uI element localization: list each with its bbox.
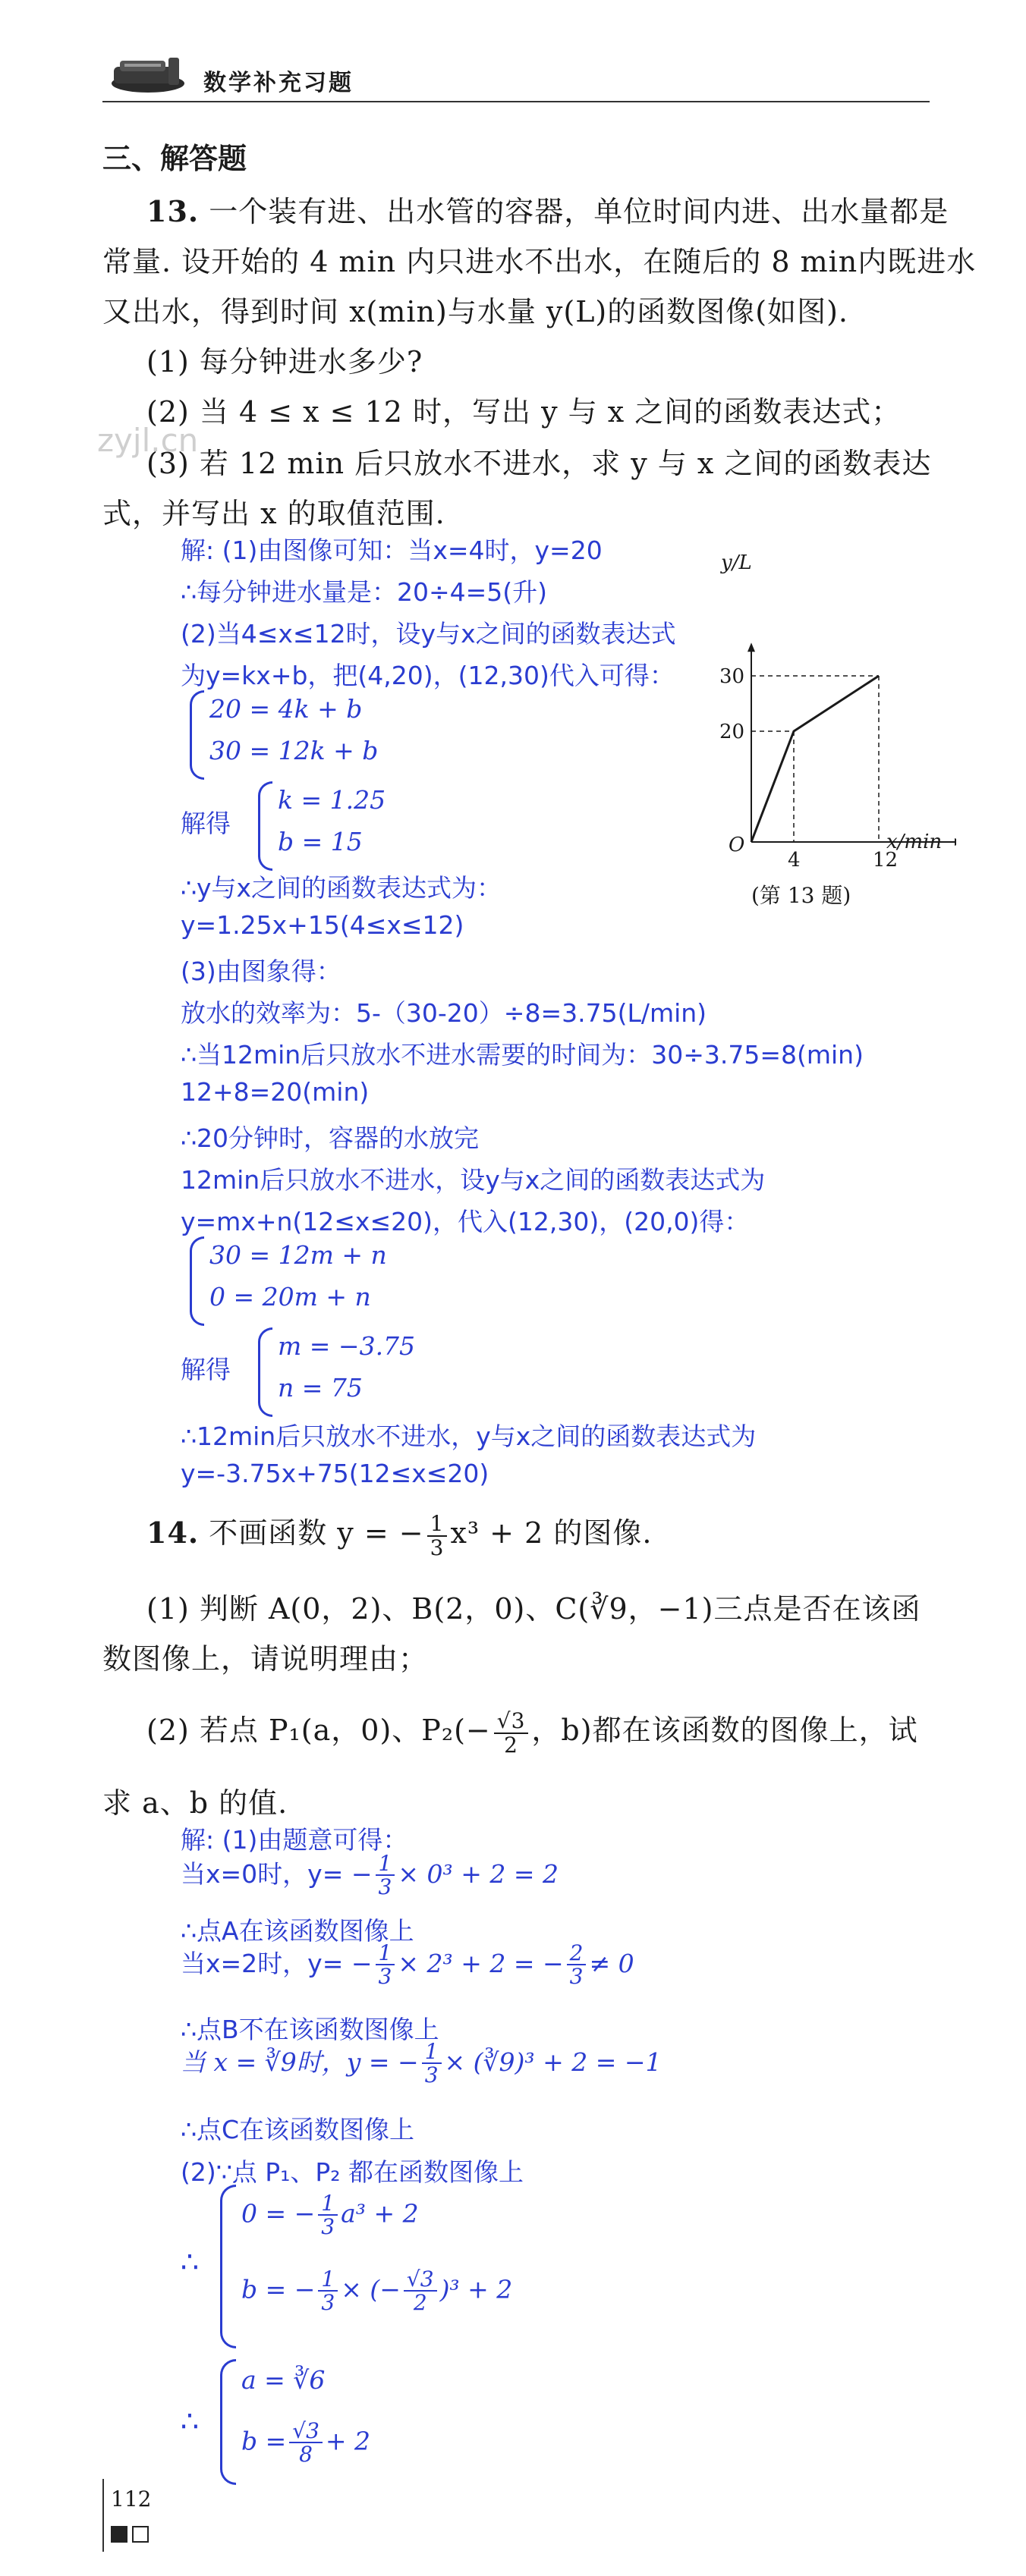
q14-sub2-paren-a: (−	[454, 1714, 491, 1747]
a14-l4	[181, 1942, 634, 1988]
a13-l4: 为y=kx+b，把(4,20)，(12,30)代入可得：	[181, 661, 675, 690]
a13-sol2-brace	[258, 1327, 272, 1417]
a14-sys4b-frac-num: √3	[289, 2420, 323, 2443]
a13-sys1-brace	[190, 690, 204, 780]
q14-sub2-frac-num: √3	[494, 1710, 529, 1733]
a14-sys3a	[241, 2192, 419, 2238]
q14-sub2-text-a: (2) 若点 P₁(a，0)、P₂	[146, 1714, 455, 1747]
a14-sys4a: a = ∛6	[241, 2365, 326, 2395]
a13-l3: (2)当4≤x≤12时，设y与x之间的函数表达式	[181, 619, 676, 649]
a13-sol1-brace	[258, 781, 272, 871]
a14-sys3b-frac2	[404, 2268, 437, 2314]
a14-l2b: −	[351, 1858, 373, 1889]
q14-stem-frac	[427, 1513, 448, 1559]
a13-l12: 12min后只放水不进水，设y与x之间的函数表达式为	[181, 1165, 766, 1195]
a14-l2a: 当x=0时，y=	[181, 1858, 344, 1889]
a13-l14: ∴12min后只放水不进水，y与x之间的函数表达式为	[181, 1422, 757, 1451]
chart-y-tick-20: 20	[719, 721, 745, 743]
a14-l4a: 当x=2时，y=	[181, 1948, 344, 1978]
a14-l6	[181, 2040, 662, 2087]
a13-l1: 解: (1)由图像可知：当x=4时，y=20	[181, 536, 603, 565]
q14-sub1b: 数图像上，请说明理由；	[102, 1642, 429, 1676]
a14-l2-frac	[376, 1852, 395, 1899]
a14-sys3b-frac2-num: √3	[404, 2268, 437, 2292]
chart-ylabel: y/L	[721, 551, 752, 574]
a13-solve1-label: 解得	[181, 809, 231, 838]
a13-sys2-brace	[190, 1236, 204, 1326]
a14-sys3a-frac-den: 3	[321, 2214, 335, 2240]
a13-sys2a: 30 = 12m + n	[209, 1240, 387, 1270]
a14-l6-frac-num: 1	[422, 2040, 442, 2064]
q14-sub2a	[146, 1707, 918, 1756]
q14-stem	[146, 1509, 652, 1559]
a13-sol2a: m = −3.75	[278, 1331, 416, 1361]
q13-line2: 常量. 设开始的 4 min 内只进水不出水，在随后的 8 min内既进水	[102, 245, 977, 278]
a14-sys3b	[241, 2268, 512, 2314]
q14-sub2-frac	[494, 1710, 529, 1756]
a14-therefore-1: ∴	[181, 2245, 200, 2279]
a13-sol1b: b = 15	[278, 827, 363, 856]
a14-therefore-2: ∴	[181, 2405, 200, 2438]
page-number: 112	[111, 2486, 152, 2512]
chart-x-arrow	[955, 838, 956, 846]
q14-sub2c: 求 a、b 的值.	[102, 1786, 288, 1820]
a14-l3: ∴点A在该函数图像上	[181, 1916, 414, 1946]
a14-l4-frac	[376, 1942, 395, 1988]
q13-text-line1: 一个装有进、出水管的容器，单位时间内进、出水量都是	[209, 195, 949, 228]
chart-caption: (第 13 题)	[751, 883, 851, 908]
q14-sub2-frac-den: 2	[504, 1732, 518, 1758]
a14-l4-frac2-num: 2	[567, 1942, 587, 1965]
a13-l10: 12+8=20(min)	[181, 1077, 370, 1107]
a13-l5: ∴y与x之间的函数表达式为：	[181, 873, 502, 903]
a14-l4d: ≠ 0	[589, 1948, 634, 1978]
a13-sol1a: k = 1.25	[278, 785, 386, 815]
a14-sys3a-a: 0 = −	[241, 2198, 316, 2229]
a14-sys4b-b: + 2	[325, 2426, 371, 2456]
a13-l6: y=1.25x+15(4≤x≤12)	[181, 910, 464, 940]
header-title: 数学补充习题	[203, 70, 354, 96]
book-stack-icon	[106, 53, 190, 97]
q13-number: 13.	[146, 194, 200, 228]
chart-origin: O	[729, 834, 745, 856]
q13-sub1: (1) 每分钟进水多少?	[146, 345, 423, 379]
a14-sys4b-frac-den: 8	[299, 2442, 313, 2468]
chart-series-line	[751, 676, 879, 842]
a14-l5: ∴点B不在该函数图像上	[181, 2015, 439, 2044]
q14-stem-frac-den: 3	[430, 1535, 445, 1560]
a14-sys3a-frac-num: 1	[318, 2192, 338, 2216]
a14-l2	[181, 1852, 559, 1899]
a13-l7: (3)由图象得：	[181, 957, 341, 986]
a14-l2-frac-den: 3	[378, 1874, 392, 1900]
a14-sys3-brace	[220, 2185, 236, 2348]
a14-l6b: × (∛9)³ + 2 = −1	[444, 2047, 662, 2077]
q14-stem-a: 不画函数 y = −	[209, 1516, 424, 1550]
watermark: zyjl.cn	[97, 422, 199, 459]
a14-l4-frac-den: 3	[378, 1964, 392, 1990]
a13-sys1b: 30 = 12k + b	[209, 736, 379, 765]
a14-sys3b-frac2-den: 2	[413, 2290, 427, 2316]
a14-sys4b-frac	[289, 2420, 323, 2466]
a13-l13: y=mx+n(12≤x≤20)，代入(12,30)，(20,0)得：	[181, 1207, 750, 1236]
a13-l15: y=-3.75x+75(12≤x≤20)	[181, 1459, 489, 1488]
q14-sub2-paren-b: ，b)	[531, 1714, 593, 1747]
q13-sub3a: (3) 若 12 min 后只放水不进水，求 y 与 x 之间的函数表达	[146, 447, 932, 480]
a14-l4-frac2-den: 3	[569, 1964, 584, 1990]
q14-stem-b: x³ + 2 的图像.	[450, 1516, 653, 1550]
a13-solve2-label: 解得	[181, 1355, 231, 1384]
page-marker-empty	[132, 2526, 149, 2543]
a14-l4-frac-num: 1	[376, 1942, 395, 1965]
a14-l6-frac	[422, 2040, 442, 2087]
a14-sys4b-a: b =	[241, 2426, 287, 2456]
chart-y-tick-30: 30	[719, 665, 745, 688]
a14-sys3b-b: × (−	[341, 2274, 401, 2304]
a14-sys4b	[241, 2420, 370, 2466]
a13-sys1a: 20 = 4k + b	[209, 694, 363, 724]
a14-sys3a-b: a³ + 2	[341, 2198, 419, 2229]
chart-y-arrow	[747, 642, 755, 652]
a14-l4-frac2	[567, 1942, 587, 1988]
header-rule	[102, 101, 930, 102]
a14-l6a: 当 x = ∛9时，y = −	[181, 2047, 419, 2077]
a14-sys3b-frac1	[318, 2268, 338, 2314]
a14-l1: 解: (1)由题意可得：	[181, 1825, 408, 1855]
chart-x-tick-12: 12	[873, 849, 899, 872]
a14-sys3b-a: b = −	[241, 2274, 316, 2304]
a13-l9: ∴当12min后只放水不进水需要的时间为：30÷3.75=8(min)	[181, 1040, 864, 1070]
q14-number: 14.	[146, 1516, 200, 1550]
a14-sys3b-frac1-den: 3	[321, 2290, 335, 2316]
a14-l2c: × 0³ + 2 = 2	[398, 1858, 559, 1889]
a14-l4c: × 2³ + 2 = −	[398, 1948, 564, 1978]
a14-sys3b-frac1-num: 1	[318, 2268, 338, 2292]
q14-stem-frac-num: 1	[427, 1513, 448, 1536]
page-marker-filled	[111, 2526, 127, 2543]
a13-sys2b: 0 = 20m + n	[209, 1282, 371, 1312]
q13-line3: 又出水，得到时间 x(min)与水量 y(L)的函数图像(如图).	[102, 295, 848, 328]
section-title: 三、解答题	[102, 142, 247, 175]
a13-l8: 放水的效率为：5-（30-20）÷8=3.75(L/min)	[181, 998, 707, 1028]
q14-sub1a: (1) 判断 A(0，2)、B(2，0)、C(∛9，−1)三点是否在该函	[146, 1592, 921, 1626]
a14-sys4-brace	[220, 2359, 236, 2485]
q14-sub2-text-b: 都在该函数的图像上，试	[592, 1714, 918, 1747]
a14-l7: ∴点C在该函数图像上	[181, 2115, 415, 2144]
chart-x-tick-4: 4	[788, 849, 801, 872]
q13-sub2: (2) 当 4 ≤ x ≤ 12 时，写出 y 与 x 之间的函数表达式；	[146, 395, 902, 429]
q13-line1	[146, 188, 949, 230]
a14-l8: (2)∵点 P₁、P₂ 都在函数图像上	[181, 2157, 524, 2187]
a14-l6-frac-den: 3	[424, 2062, 439, 2088]
a13-l11: ∴20分钟时，容器的水放完	[181, 1123, 479, 1153]
a14-sys3b-c: )³ + 2	[439, 2274, 513, 2304]
water-level-chart	[683, 531, 956, 933]
chart-xlabel: x/min	[886, 831, 943, 853]
a14-l4b: −	[351, 1948, 373, 1978]
q13-sub3b: 式，并写出 x 的取值范围.	[102, 497, 445, 530]
a13-l2: ∴每分钟进水量是：20÷4=5(升)	[181, 577, 548, 607]
a14-sys3a-frac	[318, 2192, 338, 2238]
a13-sol2b: n = 75	[278, 1373, 363, 1403]
footer-rule	[102, 2479, 104, 2552]
a14-l2-frac-num: 1	[376, 1852, 395, 1876]
